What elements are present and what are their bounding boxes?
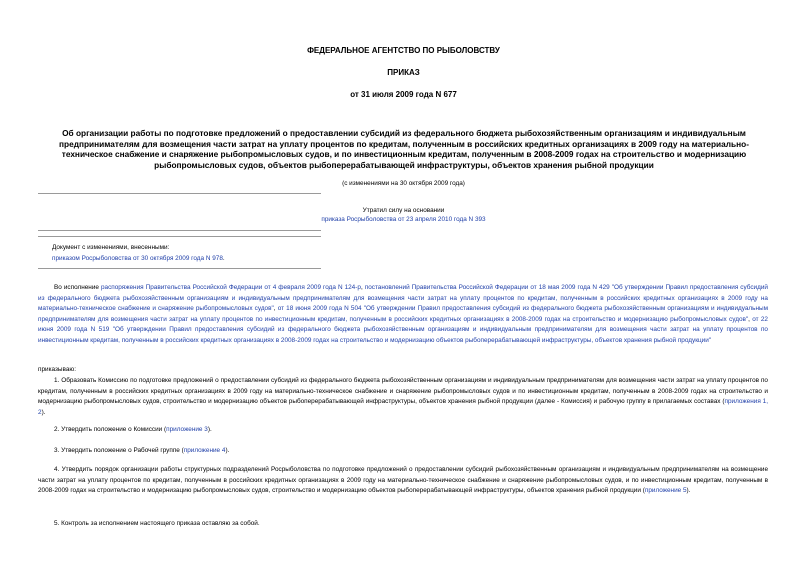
item-2-text: 2. Утвердить положение о Комиссии ( [54, 426, 167, 433]
item-4-link[interactable]: приложение 5 [644, 487, 687, 495]
preamble-separator: , [748, 315, 753, 323]
preamble-lead: Во исполнение [54, 284, 101, 291]
item-4-text: 4. Утвердить порядок организации работы структурных подразделений Росрыболовства по подготовке предложений о предоставлении субсидий рыбохозяйственным организациям и индивидуальным предпринимателям на возмещение части затрат на уплату процентов по кредитам, полученным в российских кредитных организациях в 2009 году на материально-техническое снабжение и снаряжение рыбопромысловых судов, и по инвестиционным кредитам, полученным в 2008-2009 годах на строительство и модернизацию рыбопромысловых судов, строительство и модернизацию объектов рыбоперерабатывающей инфраструктуры, объектов хранения рыбной продукции ( [38, 466, 768, 495]
item-5 [38, 519, 768, 530]
changes-box [52, 243, 322, 264]
preamble-link-3[interactable]: от 18 июня 2009 года N 504 "Об утверждении Правил предоставления субсидий из федерального бюджета рыбохозяйственным организациям и индивидуальным предпринимателям для возмещения части затрат на уплату процентов по инвестиционным кредитам, полученным в российских кредитных организациях в 2008-2009 годах на строительство и модернизацию рыбопромысловых судов" [38, 305, 768, 323]
document-title: Об организации работы по подготовке предложений о предоставлении субсидий из федерального бюджета рыбохозяйственным организациям и индивидуальным предпринимателям для возмещения части затрат на уплату процентов по кредитам, полученным в российских кредитных организациях в 2009 году на материально-техническое снабжение и снаряжение рыбопромысловых судов, и по инвестиционным кредитам, полученным в 2008-2009 годах на строительство и модернизацию рыбопромысловых судов, объектов рыбоперерабатывающей инфраструктуры, объектов хранения рыбной продукции [59, 128, 749, 170]
changes-link[interactable]: приказом Росрыболовства от 30 октября 2009 года N 978 [52, 254, 223, 262]
preamble-link-1[interactable]: распоряжения Правительства Российской Федерации от 4 февраля 2009 года N 124-р [100, 284, 361, 291]
lost-force-label: Утратил силу на основании [362, 207, 445, 214]
divider-line [38, 268, 321, 269]
preamble-link-4[interactable]: от 22 июня 2009 года N 519 "Об утверждении Правил предоставления субсидий из федерального бюджета рыбохозяйственным организациям и индивидуальным предпринимателям для возмещения части затрат на уплату процентов по инвестиционным кредитам, полученным в российских кредитных организациях в 2008-2009 годах на строительство и модернизацию объектов рыбоперерабатывающей инфраструктуры, объектов хранения рыбной продукции" [38, 315, 768, 344]
preamble-separator: , [360, 284, 365, 291]
item-1-link[interactable]: приложения 1, 2 [38, 398, 768, 416]
item-4 [38, 465, 768, 497]
changes-suffix: . [222, 254, 225, 262]
preamble-paragraph [38, 283, 768, 347]
item-1 [38, 376, 768, 418]
divider-line [38, 236, 321, 237]
document-date-number: от 31 июля 2009 года N 677 [350, 90, 457, 99]
item-2 [38, 425, 768, 436]
item-3 [38, 446, 768, 457]
item-2-end: ). [207, 426, 212, 433]
item-1-text: 1. Образовать Комиссию по подготовке предложений о предоставлении субсидий из федерального бюджета рыбохозяйственным организациям и индивидуальным предпринимателям для возмещения части затрат на уплату процентов по кредитам, полученным в российских кредитных организациях в 2009 году на материально-техническое снабжение и снаряжение рыбопромысловых судов и по инвестиционным кредитам, полученным в 2008-2009 годах на строительство и модернизацию рыбопромысловых судов, строительство и модернизацию объектов рыбоперерабатывающей инфраструктуры, объектов хранения рыбной продукции (далее - Комиссия) и рабочую группу в прилагаемых составах ( [38, 377, 768, 406]
item-3-link[interactable]: приложение 4 [183, 447, 226, 454]
item-4-end: ). [686, 487, 691, 495]
item-2-link[interactable]: приложение 3 [166, 426, 208, 433]
lost-force-link[interactable]: приказа Росрыболовства от 23 апреля 2010 года N 393 [321, 216, 486, 223]
divider-line [38, 193, 321, 194]
amendments-note: (с изменениями на 30 октября 2009 года) [342, 180, 465, 187]
changes-label: Документ с изменениями, внесенными: [52, 244, 170, 251]
divider-line [38, 230, 321, 231]
item-5-text: 5. Контроль за исполнением настоящего приказа оставляю за собой. [54, 520, 260, 527]
order-word: приказываю: [38, 366, 76, 373]
preamble-separator: , [273, 305, 278, 313]
item-1-end: ). [41, 408, 46, 416]
item-3-end: ). [225, 447, 230, 454]
preamble-link-2[interactable]: постановлений Правительства Российской Федерации от 18 мая 2009 года N 429 "Об утверждении Правил предоставления субсидий из федерального бюджета рыбохозяйственным организациям и индивидуальным предпринимателям для возмещения части затрат на уплату процентов по кредитам, полученным в российских кредитных организациях в 2009 году на материально-техническое снабжение и снаряжение рыбопромысловых судов" [38, 284, 768, 313]
agency-name: ФЕДЕРАЛЬНОЕ АГЕНТСТВО ПО РЫБОЛОВСТВУ [307, 46, 500, 55]
item-3-text: 3. Утвердить положение о Рабочей группе ( [54, 447, 184, 454]
document-type: ПРИКАЗ [387, 68, 420, 77]
